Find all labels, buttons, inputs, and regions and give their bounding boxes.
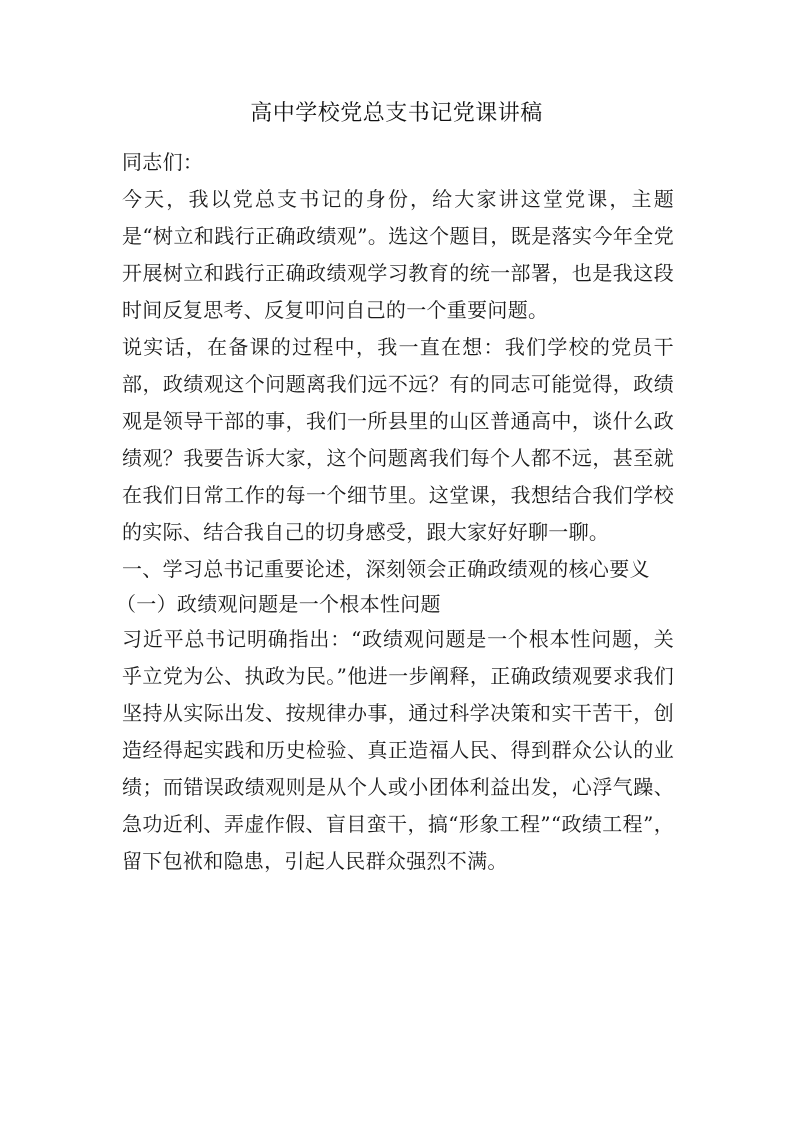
subsection-heading: （一）政绩观问题是一个根本性问题 [116,592,441,616]
paragraph-quote: 习近平总书记明确指出：“政绩观问题是一个根本性问题，关乎立党为公、执政为民。”他进一步阐释，正确政绩观要求我们坚持从实际出发、按规律办事，通过科学决策和实干苦干，创造经得起实践和历史检验、真正造福人民、得到群众公认的业绩；而错误政绩观则是从个人或小团体利益出发，心浮气躁、急功近利、弄虚作假、盲目蛮干，搞“形象工程”“政绩工程”，留下包袱和隐患，引起人民群众强烈不满。 [122,627,674,873]
paragraph-reflection: 说实话，在备课的过程中，我一直在想：我们学校的党员干部，政绩观这个问题离我们远不远？有的同志可能觉得，政绩观是领导干部的事，我们一所县里的山区普通高中，谈什么政绩观？我要告诉大家，这个问题离我们每个人都不远，甚至就在我们日常工作的每一个细节里。这堂课，我想结合我们学校的实际、结合我自己的切身感受，跟大家好好聊一聊。 [122,335,674,544]
greeting: 同志们： [122,150,204,174]
paragraph-intro: 今天，我以党总支书记的身份，给大家讲这堂党课，主题是“树立和践行正确政绩观”。选这个题目，既是落实今年全党开展树立和践行正确政绩观学习教育的统一部署，也是我这段时间反复思考、反复叩问自己的一个重要问题。 [122,187,674,322]
document-title: 高中学校党总支书记党课讲稿 [250,101,543,126]
section-heading: 一、学习总书记重要论述，深刻领会正确政绩观的核心要义 [122,557,650,581]
document-body [116,144,674,880]
